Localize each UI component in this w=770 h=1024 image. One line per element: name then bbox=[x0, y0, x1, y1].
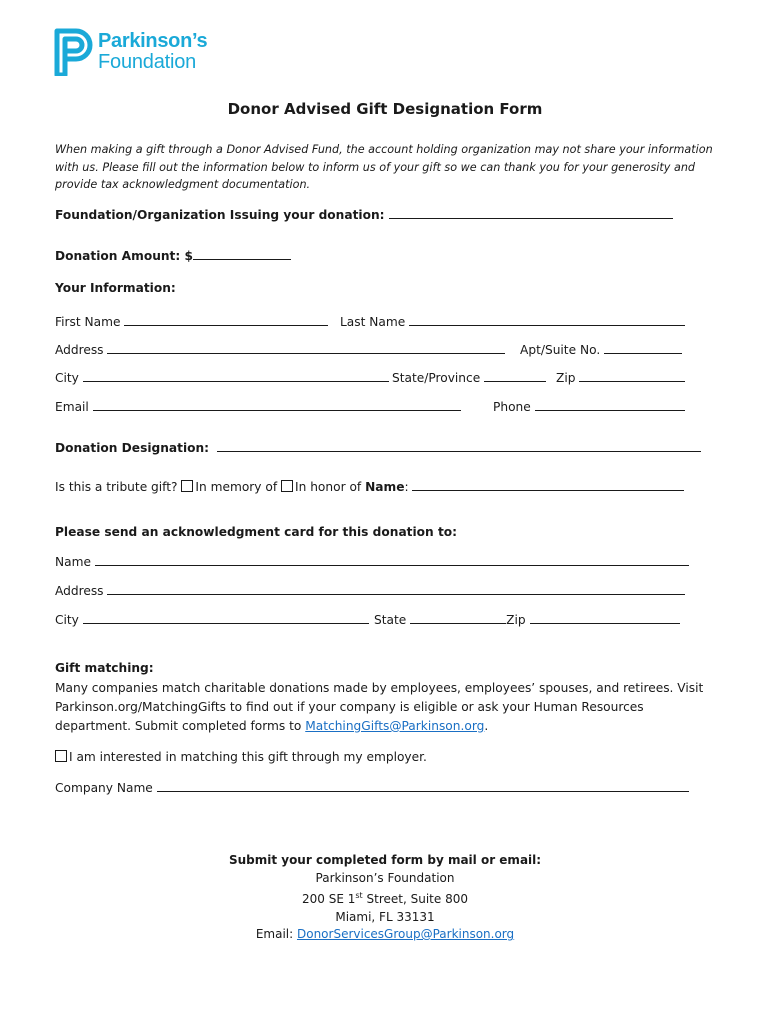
ack-address-row bbox=[55, 582, 685, 598]
last-name-row bbox=[340, 313, 685, 329]
matching-body: Many companies match charitable donations made by employees, employees’ spouses, and retirees. Visit Parkinson.org/MatchingGifts to find out if your company is eligible or ask your Human Resources department. Submit completed forms to bbox=[55, 681, 704, 733]
ack-state-row bbox=[374, 611, 680, 627]
email-row bbox=[55, 398, 461, 414]
in-honor-checkbox[interactable] bbox=[281, 480, 293, 492]
tribute-name-field[interactable] bbox=[412, 478, 684, 491]
ack-zip-label: Zip bbox=[506, 613, 526, 627]
footer-heading: Submit your completed form by mail or email: bbox=[228, 853, 542, 867]
tribute-row bbox=[55, 478, 684, 494]
apt-label: Apt/Suite No. bbox=[520, 343, 601, 357]
last-name-field[interactable] bbox=[409, 313, 685, 326]
apt-field[interactable] bbox=[604, 341, 682, 354]
city-row bbox=[55, 369, 389, 385]
city-field[interactable] bbox=[83, 369, 389, 382]
phone-row bbox=[493, 398, 685, 414]
foundation-label: Foundation/Organization Issuing your donation: bbox=[55, 208, 385, 222]
matching-interest-checkbox[interactable] bbox=[55, 750, 67, 762]
ack-state-label: State bbox=[374, 613, 407, 627]
parkinsons-foundation-logo bbox=[54, 28, 207, 76]
address-field[interactable] bbox=[107, 341, 505, 354]
ack-address-field[interactable] bbox=[107, 582, 685, 595]
ack-name-row bbox=[55, 553, 689, 569]
footer-email-label: Email: bbox=[255, 927, 297, 941]
state-province-row bbox=[392, 369, 546, 385]
designation-row bbox=[55, 439, 701, 455]
ack-name-field[interactable] bbox=[95, 553, 689, 566]
footer-email-row bbox=[0, 926, 770, 944]
state-province-field[interactable] bbox=[484, 369, 546, 382]
in-honor-label: In honor of bbox=[295, 480, 362, 494]
tribute-name-label: Name bbox=[365, 480, 405, 494]
in-memory-label: In memory of bbox=[195, 480, 278, 494]
first-name-label: First Name bbox=[55, 315, 121, 329]
ack-city-label: City bbox=[55, 613, 79, 627]
amount-field[interactable] bbox=[193, 247, 291, 260]
matching-heading: Gift matching: bbox=[55, 661, 154, 675]
state-province-label: State/Province bbox=[392, 371, 481, 385]
company-row bbox=[55, 779, 689, 795]
ack-city-field[interactable] bbox=[83, 611, 369, 624]
city-label: City bbox=[55, 371, 79, 385]
your-information-heading: Your Information: bbox=[55, 281, 176, 295]
tribute-colon: : bbox=[404, 480, 409, 494]
zip-field[interactable] bbox=[579, 369, 685, 382]
ack-heading: Please send an acknowledgment card for this donation to: bbox=[55, 525, 458, 539]
form-title: Donor Advised Gift Designation Form bbox=[227, 100, 543, 118]
amount-row bbox=[55, 247, 291, 263]
ack-city-row bbox=[55, 611, 369, 627]
matching-email-link[interactable]: MatchingGifts@Parkinson.org bbox=[305, 719, 485, 733]
address-label: Address bbox=[55, 343, 104, 357]
matching-interest-row bbox=[55, 750, 427, 764]
ack-address-label: Address bbox=[55, 584, 104, 598]
phone-label: Phone bbox=[493, 400, 531, 414]
address-row bbox=[55, 341, 505, 357]
footer-street-post: Street, Suite 800 bbox=[362, 892, 468, 906]
tribute-question: Is this a tribute gift? bbox=[55, 480, 178, 494]
matching-period: . bbox=[484, 719, 489, 733]
logo-line1: Parkinson’s bbox=[98, 30, 208, 52]
last-name-label: Last Name bbox=[340, 315, 406, 329]
logo-p-mark-icon bbox=[54, 28, 94, 76]
first-name-row bbox=[55, 313, 328, 329]
ack-name-label: Name bbox=[55, 555, 91, 569]
in-memory-checkbox[interactable] bbox=[181, 480, 193, 492]
footer-org: Parkinson’s Foundation bbox=[315, 870, 455, 885]
email-field[interactable] bbox=[93, 398, 461, 411]
footer-street-sup: st bbox=[355, 891, 363, 900]
footer-email-link[interactable]: DonorServicesGroup@Parkinson.org bbox=[296, 927, 515, 941]
company-label: Company Name bbox=[55, 781, 153, 795]
first-name-field[interactable] bbox=[124, 313, 328, 326]
zip-label: Zip bbox=[556, 371, 576, 385]
company-field[interactable] bbox=[157, 779, 689, 792]
footer-street bbox=[0, 887, 770, 909]
designation-label: Donation Designation: bbox=[55, 441, 210, 455]
footer-city: Miami, FL 33131 bbox=[335, 909, 435, 924]
ack-state-field[interactable] bbox=[410, 611, 506, 624]
footer-street-pre: 200 SE 1 bbox=[302, 892, 356, 906]
apt-row bbox=[520, 341, 682, 357]
amount-label: Donation Amount: $ bbox=[55, 249, 193, 263]
phone-field[interactable] bbox=[535, 398, 685, 411]
designation-field[interactable] bbox=[217, 439, 701, 452]
foundation-row bbox=[55, 206, 673, 222]
intro-text: When making a gift through a Donor Advised Fund, the account holding organization may not share your information with us. Please fill out the information below to inform us of your gift so we can thank you for your generosity and provide tax acknowledgment documentation. bbox=[55, 143, 713, 191]
matching-text bbox=[55, 679, 705, 736]
submit-instructions bbox=[0, 852, 770, 944]
foundation-field[interactable] bbox=[389, 206, 673, 219]
logo-line2: Foundation bbox=[98, 51, 197, 73]
ack-zip-field[interactable] bbox=[530, 611, 680, 624]
email-label: Email bbox=[55, 400, 89, 414]
matching-interest-label: I am interested in matching this gift through my employer. bbox=[69, 750, 427, 764]
zip-row bbox=[556, 369, 685, 385]
